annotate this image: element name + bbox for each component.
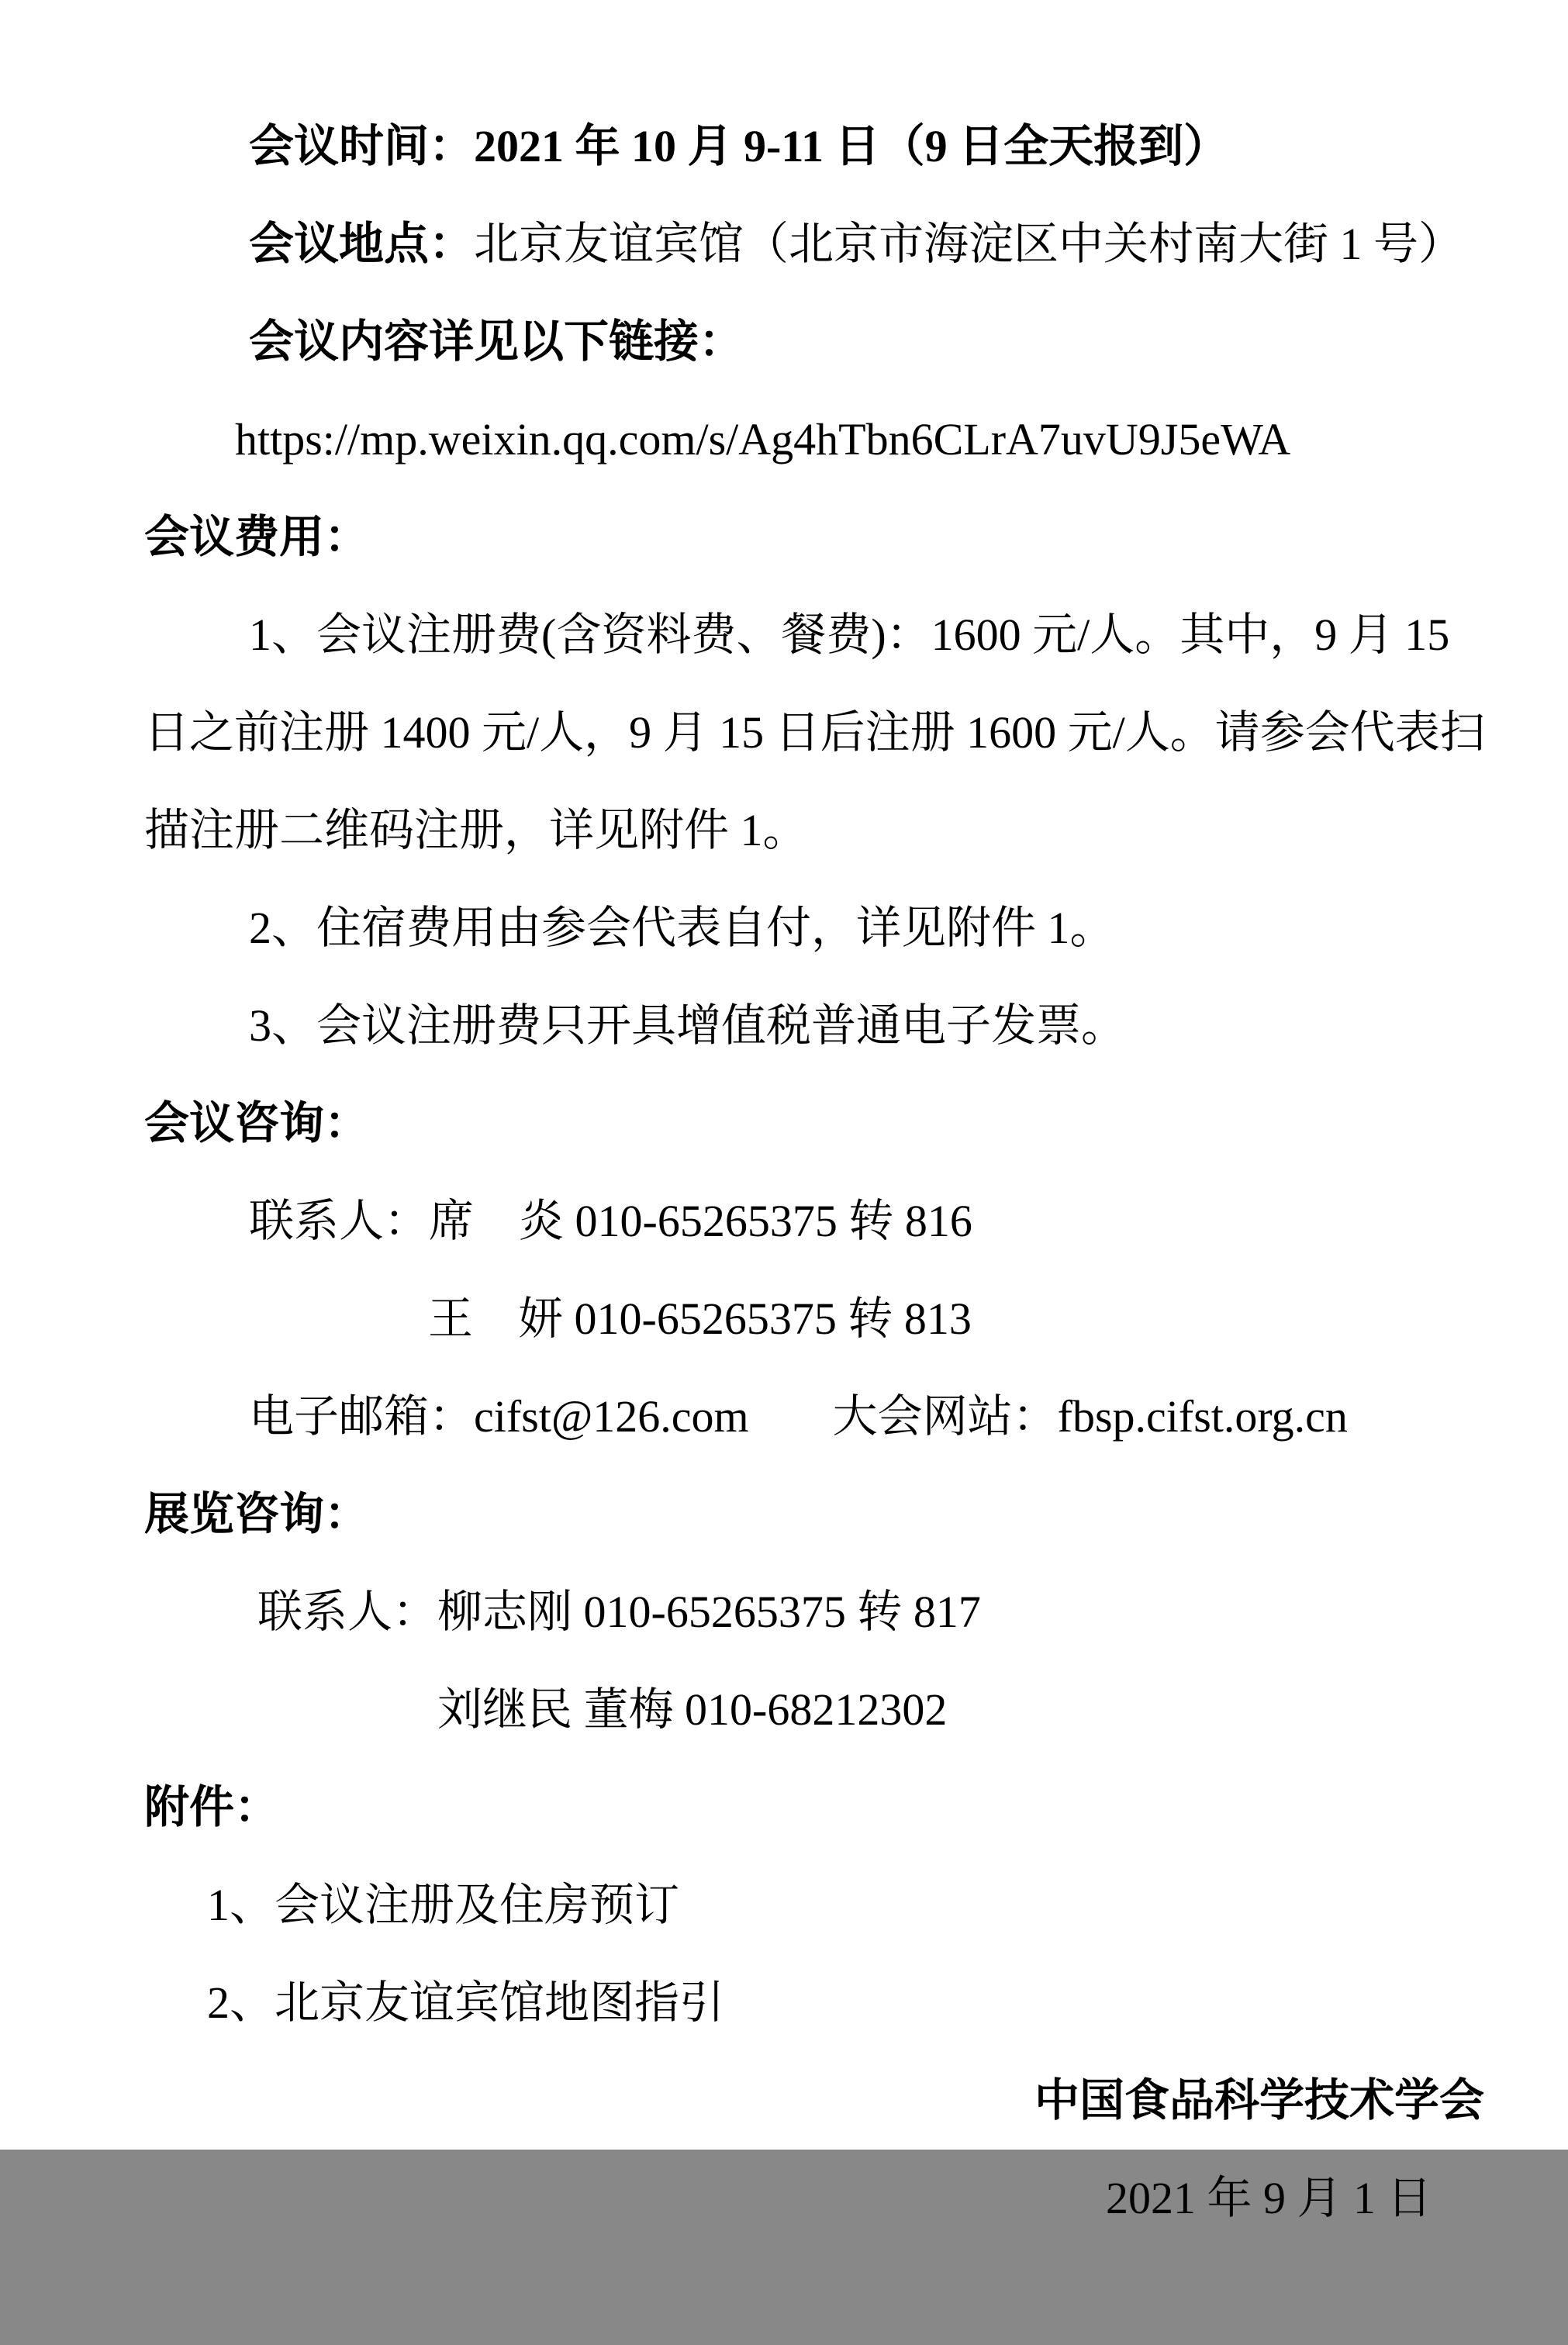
attachment-item2-text: 2、北京友谊宾馆地图指引 — [207, 1977, 725, 2028]
website-label: 大会网站： — [832, 1391, 1058, 1442]
conference-inquiry-heading-label: 会议咨询： — [144, 1098, 370, 1148]
meeting-link-url[interactable]: https://mp.weixin.qq.com/s/Ag4hTbn6CLrA7uvU9J5eWA — [235, 414, 1291, 465]
meeting-time-value: 2021 年 10 月 9-11 日（9 日全天报到） — [474, 121, 1229, 171]
exhibition-contact2-text: 刘继民 董梅 010-68212302 — [437, 1684, 948, 1735]
meeting-place-value: 北京友谊宾馆（北京市海淀区中关村南大街 1 号） — [474, 219, 1464, 269]
attachment-item1-text: 1、会议注册及住房预订 — [207, 1880, 680, 1930]
fees-item1-text2: 日之前注册 1400 元/人，9 月 15 日后注册 1600 元/人。请参会代表扫 — [144, 707, 1485, 758]
fees-item1-text3: 描注册二维码注册，详见附件 1。 — [144, 805, 808, 855]
fees-item3-text: 3、会议注册费只开具增值税普通电子发票。 — [249, 1000, 1127, 1051]
fees-item1-text1: 1、会议注册费(含资料费、餐费)：1600 元/人。其中，9 月 15 — [249, 610, 1450, 660]
signature-date-text: 2021 年 9 月 1 日 — [1106, 2173, 1432, 2223]
email-value: cifst@126.com — [474, 1391, 749, 1442]
exhibition-contact1-text: 联系人：柳志刚 010-65265375 转 817 — [257, 1587, 981, 1637]
conference-contact2-text: 王 妍 010-65265375 转 813 — [428, 1293, 972, 1344]
meeting-place-label: 会议地点： — [249, 219, 475, 269]
attachments-heading-label: 附件： — [144, 1782, 280, 1832]
fees-heading-label: 会议费用： — [144, 512, 370, 562]
conference-contact1-text: 联系人：席 炎 010-65265375 转 816 — [249, 1196, 972, 1246]
signature-org-text: 中国食品科学技术学会 — [1034, 2075, 1485, 2126]
email-label: 电子邮箱： — [249, 1391, 475, 1442]
website-value: fbsp.cifst.org.cn — [1057, 1391, 1348, 1442]
meeting-time-line — [0, 0, 1568, 171]
exhibition-inquiry-heading-label: 展览咨询： — [144, 1489, 370, 1539]
fees-item2-text: 2、住宿费用由参会代表自付，详见附件 1。 — [249, 903, 1115, 953]
meeting-time-label: 会议时间： — [249, 121, 475, 171]
link-intro-label: 会议内容详见以下链接： — [249, 316, 744, 367]
